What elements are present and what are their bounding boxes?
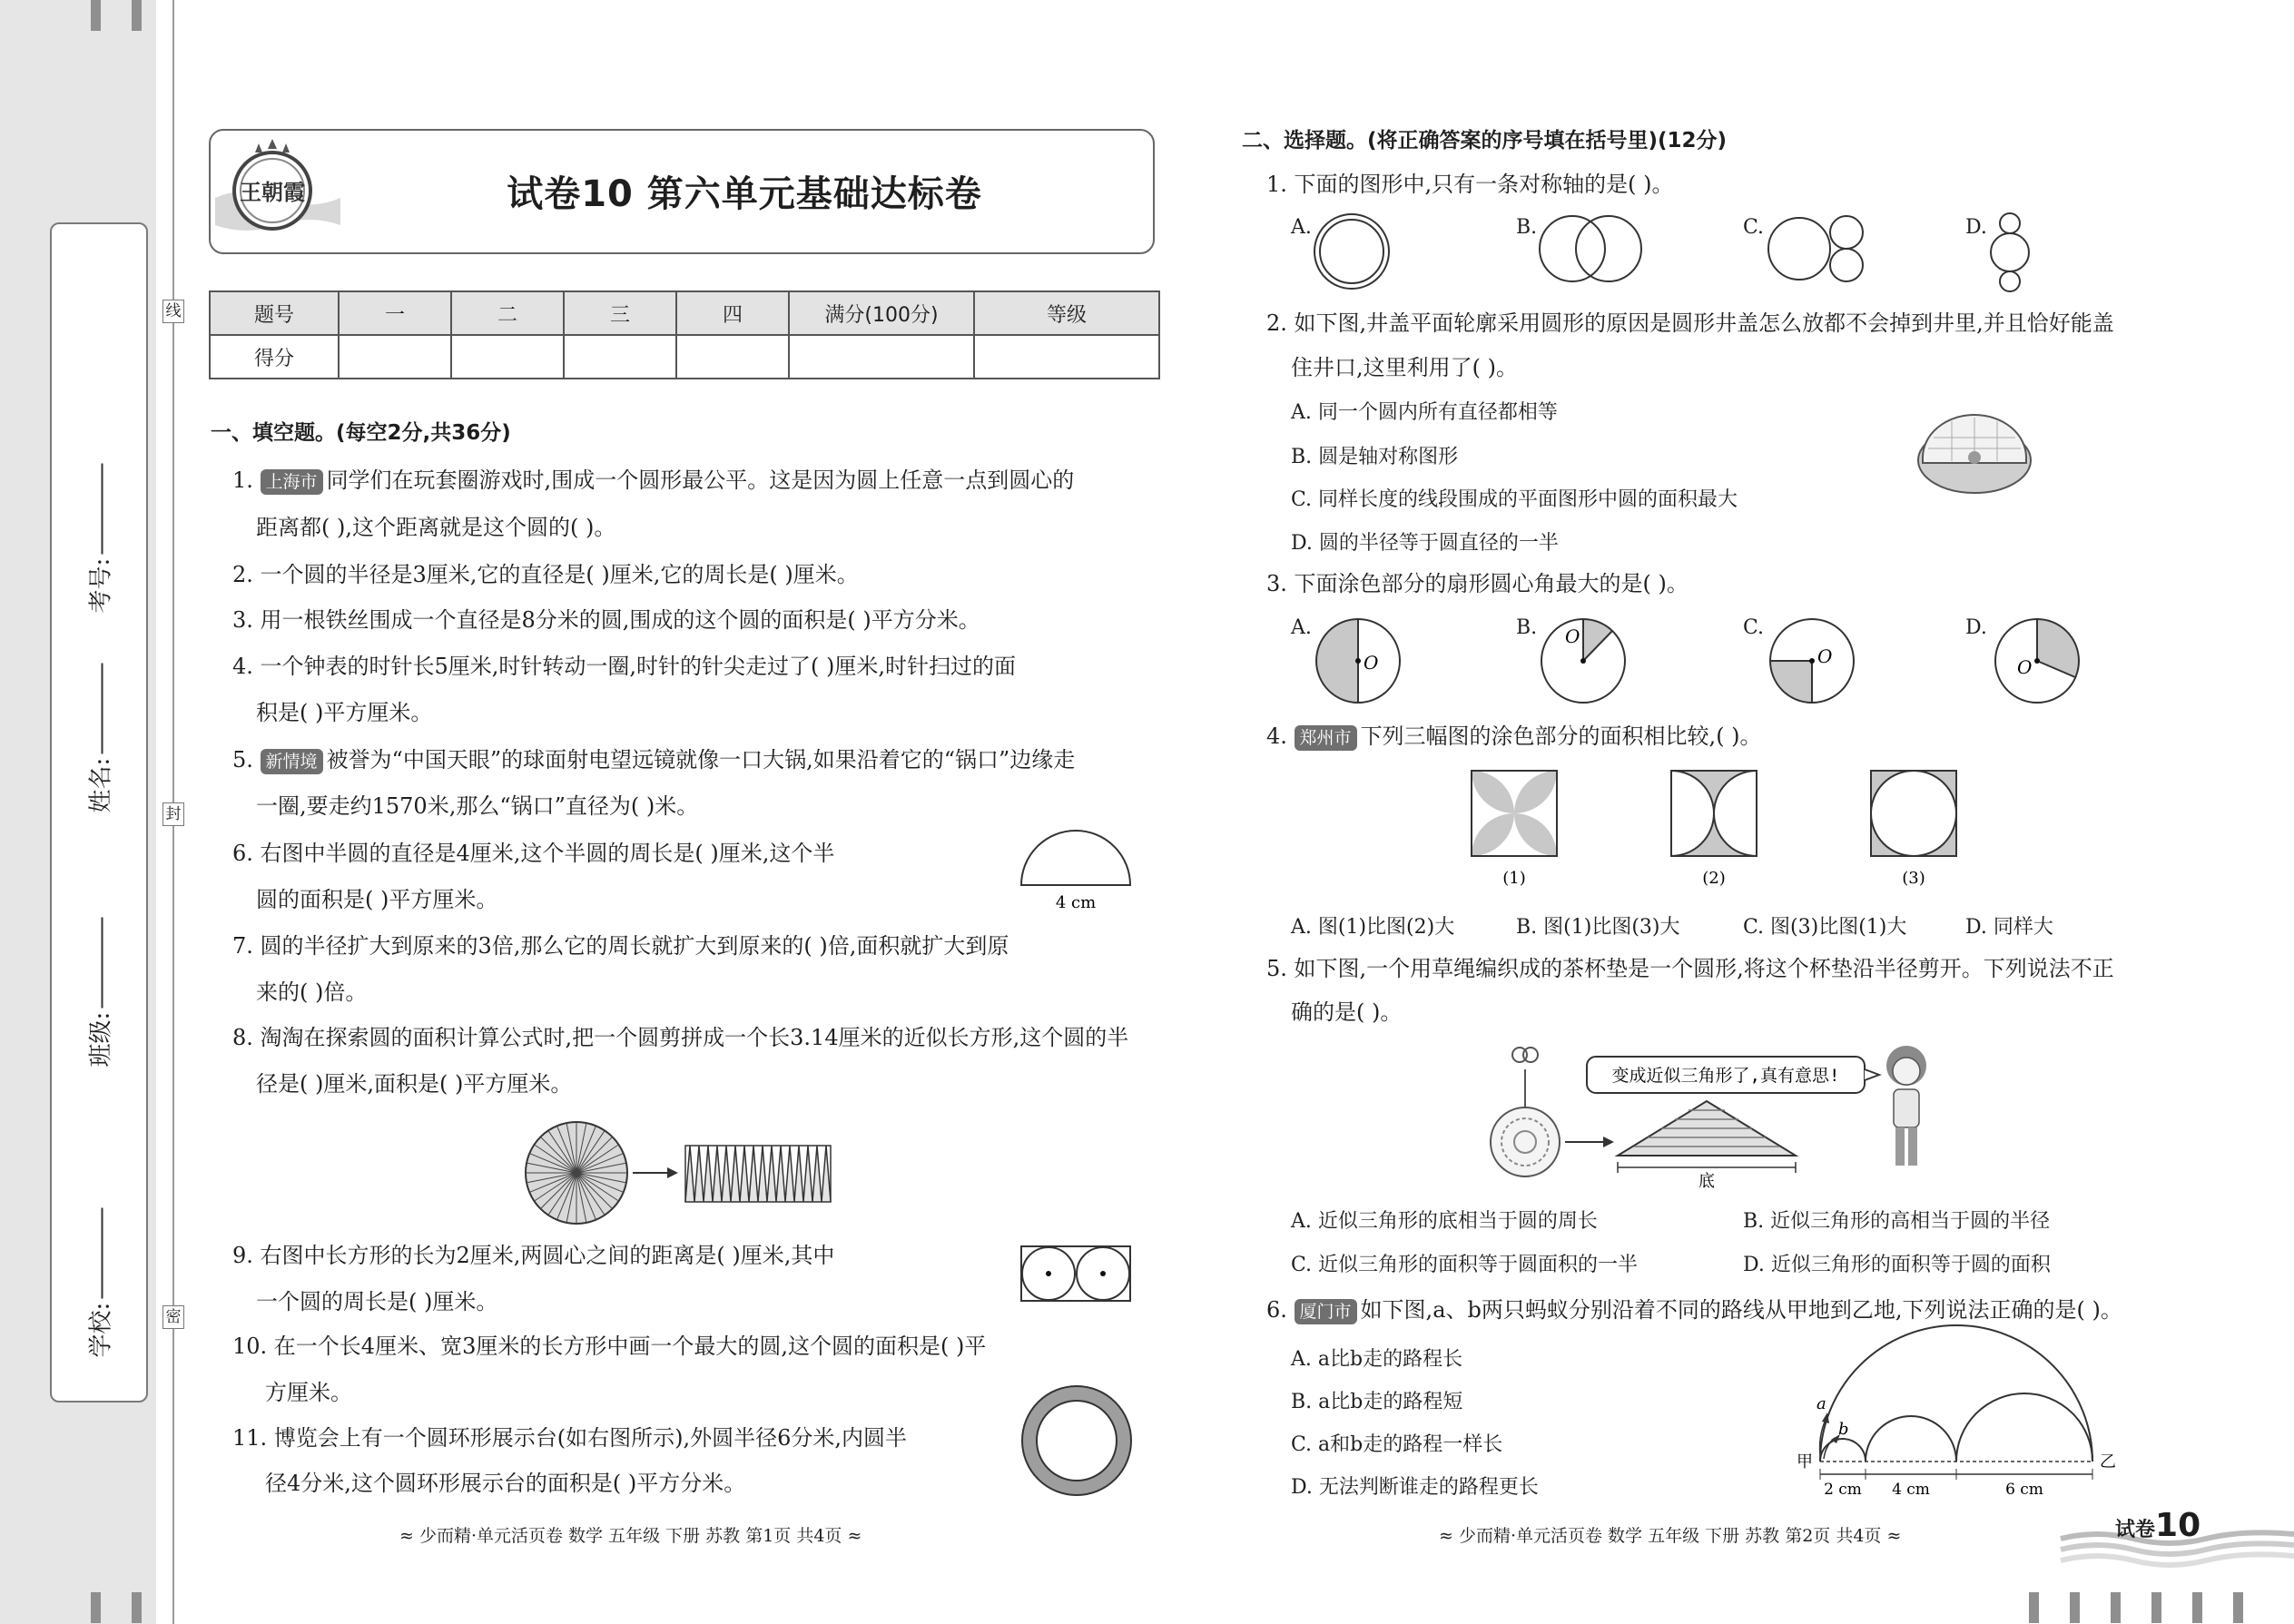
- s2-q1-option-b[interactable]: B.: [1516, 216, 1538, 239]
- s2-q2-option-a[interactable]: A. 同一个圆内所有直径都相等: [1291, 401, 1558, 424]
- q3-line: 3. 用一根铁丝围成一个直径是8分米的圆,围成的这个圆的面积是( )平方分米。: [232, 607, 980, 633]
- s2-q2-option-c[interactable]: C. 同样长度的线段围成的平面图形中圆的面积最大: [1291, 488, 1738, 511]
- sector-c-figure: [1768, 617, 1856, 704]
- corner-label: 试卷10: [2115, 1507, 2201, 1544]
- s2-q5-option-c[interactable]: C. 近似三角形的面积等于圆面积的一半: [1291, 1254, 1639, 1276]
- q5-line-1: 5. 新情境 被誉为“中国天眼”的球面射电望远镜就像一口大锅,如果沿着它的“锅口”边缘走: [232, 747, 1076, 773]
- region-tag: 上海市: [261, 469, 323, 495]
- sector-b-figure: [1540, 617, 1627, 704]
- svg-text:6 cm: 6 cm: [2005, 1481, 2043, 1499]
- ant-paths-figure: [1793, 1318, 2129, 1500]
- cut-word-seal: 封: [162, 802, 184, 826]
- s2-q4-option-d[interactable]: D. 同样大: [1965, 916, 2053, 939]
- manhole-cover-figure: [1915, 410, 2033, 497]
- s2-q1-option-d[interactable]: D.: [1965, 216, 1987, 239]
- q9-line-1: 9. 右图中长方形的长为2厘米,两圆心之间的距离是( )厘米,其中: [232, 1243, 835, 1268]
- ring-figure: [1020, 1384, 1133, 1497]
- svg-text:王朝霞: 王朝霞: [240, 179, 305, 205]
- s2-q1-option-a[interactable]: A.: [1291, 216, 1312, 239]
- s2-q3-option-a[interactable]: A.: [1291, 616, 1312, 639]
- svg-text:(3): (3): [1902, 869, 1925, 888]
- svg-text:2 cm: 2 cm: [1824, 1481, 1862, 1499]
- q10-line-1: 10. 在一个长4厘米、宽3厘米的长方形中画一个最大的圆,这个圆的面积是( )平: [232, 1334, 987, 1359]
- s2-q6-option-b[interactable]: B. a比b走的路程短: [1291, 1391, 1463, 1413]
- s2-q3-option-c[interactable]: C.: [1743, 616, 1765, 639]
- q1-line-2: 距离都( ),这个距离就是这个圆的( )。: [256, 515, 616, 540]
- score-table-score-row: 得分: [210, 335, 1159, 379]
- s2-q1-option-c[interactable]: C.: [1743, 216, 1765, 239]
- q4-line-1: 4. 一个钟表的时针长5厘米,时针转动一圈,时针的针尖走过了( )厘米,时针扫过的面: [232, 654, 1017, 679]
- sector-a-figure: [1314, 617, 1402, 704]
- stacked-circles-figure: [1990, 212, 2032, 294]
- q7-line-2: 来的( )倍。: [256, 979, 368, 1005]
- s2-q6-option-d[interactable]: D. 无法判断谁走的路程更长: [1291, 1476, 1539, 1499]
- svg-text:a: a: [1816, 1394, 1826, 1413]
- svg-text:甲: 甲: [1797, 1452, 1813, 1471]
- score-table: [209, 290, 1160, 379]
- q7-line-1: 7. 圆的半径扩大到原来的3倍,那么它的周长就扩大到原来的( )倍,面积就扩大到原: [232, 933, 1009, 959]
- score-cell[interactable]: [564, 335, 676, 379]
- svg-text:变成近似三角形了,真有意思!: 变成近似三角形了,真有意思!: [1611, 1066, 1840, 1086]
- score-cell[interactable]: [789, 335, 974, 379]
- s2-q3-stem: 3. 下面涂色部分的扇形圆心角最大的是( )。: [1266, 571, 1689, 596]
- s2-q5-option-d[interactable]: D. 近似三角形的面积等于圆的面积: [1743, 1254, 2051, 1276]
- q8-line-1: 8. 淘淘在探索圆的面积计算公式时,把一个圆剪拼成一个长3.14厘米的近似长方形,这个圆的半: [232, 1025, 1129, 1050]
- section-2-heading: 二、选择题。(将正确答案的序号填在括号里)(12分): [1242, 129, 1728, 153]
- name-field[interactable]: 姓名:: [83, 650, 116, 813]
- page-title: 试卷10 第六单元基础达标卷: [507, 173, 982, 215]
- svg-text:乙: 乙: [2100, 1452, 2116, 1471]
- q2-line: 2. 一个圆的半径是3厘米,它的直径是( )厘米,它的周长是( )厘米。: [232, 562, 859, 587]
- q10-line-2: 方厘米。: [265, 1380, 352, 1405]
- s2-q5-option-a[interactable]: A. 近似三角形的底相当于圆的周长: [1291, 1210, 1598, 1233]
- q8-line-2: 径是( )厘米,面积是( )平方厘米。: [256, 1071, 573, 1097]
- two-circles-rectangle-figure: [1020, 1245, 1131, 1302]
- s2-q1-stem: 1. 下面的图形中,只有一条对称轴的是( )。: [1266, 172, 1674, 197]
- three-circles-figure: [1768, 212, 1868, 285]
- svg-text:O: O: [2017, 656, 2033, 678]
- zigzag-rectangle: [685, 1146, 831, 1202]
- school-field[interactable]: 学校:: [83, 1195, 116, 1358]
- q9-line-2: 一个圆的周长是( )厘米。: [256, 1289, 498, 1314]
- score-cell[interactable]: [451, 335, 564, 379]
- footer-right: ≈ 少而精·单元活页卷 数学 五年级 下册 苏教 第2页 共4页 ≈: [1439, 1526, 1902, 1546]
- score-cell[interactable]: [676, 335, 789, 379]
- svg-text:O: O: [1565, 625, 1580, 647]
- coaster-to-triangle-figure: [1480, 1042, 1952, 1191]
- shaded-figure-3: [1870, 770, 1961, 888]
- s2-q6-stem: 6. 厦门市 如下图,a、b两只蚂蚁分别沿着不同的路线从甲地到乙地,下列说法正确的是( )。: [1266, 1297, 2122, 1323]
- svg-text:(2): (2): [1702, 869, 1726, 888]
- score-table-header-row: 题号 一 二 三 四 满分(100分) 等级: [210, 291, 1159, 335]
- shaded-figure-2: [1670, 770, 1761, 888]
- svg-text:底: 底: [1698, 1172, 1715, 1191]
- student-info-box: [50, 222, 148, 1403]
- cut-word-line: 线: [162, 300, 184, 323]
- cut-word-secret: 密: [162, 1305, 184, 1329]
- s2-q4-option-a[interactable]: A. 图(1)比图(2)大: [1291, 916, 1455, 939]
- s2-q3-option-d[interactable]: D.: [1965, 616, 1987, 639]
- sector-d-figure: [1994, 617, 2081, 704]
- s2-q4-option-c[interactable]: C. 图(3)比图(1)大: [1743, 916, 1907, 939]
- concentric-circles-figure: [1313, 212, 1394, 294]
- context-tag: 新情境: [261, 749, 323, 774]
- score-cell[interactable]: [974, 335, 1159, 379]
- s2-q2-option-b[interactable]: B. 圆是轴对称图形: [1291, 446, 1459, 468]
- s2-q2-line-2: 住井口,这里利用了( )。: [1291, 355, 1518, 380]
- svg-text:O: O: [1817, 645, 1833, 667]
- s2-q4-option-b[interactable]: B. 图(1)比图(3)大: [1516, 916, 1680, 939]
- class-field[interactable]: 班级:: [83, 904, 116, 1068]
- brand-logo: [215, 134, 340, 245]
- overlapping-circles-figure: [1538, 212, 1647, 285]
- circle-cut-to-rectangle-figure: [522, 1118, 840, 1227]
- svg-text:4 cm: 4 cm: [1892, 1481, 1930, 1499]
- q6-line-1: 6. 右图中半圆的直径是4厘米,这个半圆的周长是( )厘米,这个半: [232, 841, 835, 866]
- region-tag: 郑州市: [1295, 725, 1357, 751]
- q6-line-2: 圆的面积是( )平方厘米。: [256, 887, 498, 912]
- s2-q5-option-b[interactable]: B. 近似三角形的高相当于圆的半径: [1743, 1210, 2051, 1233]
- footer-left: ≈ 少而精·单元活页卷 数学 五年级 下册 苏教 第1页 共4页 ≈: [399, 1526, 862, 1546]
- shaded-figure-1: [1471, 770, 1561, 888]
- semicircle-figure: [1017, 831, 1135, 912]
- s2-q6-option-c[interactable]: C. a和b走的路程一样长: [1291, 1433, 1503, 1456]
- s2-q5-line-2: 确的是( )。: [1291, 999, 1403, 1025]
- s2-q3-option-b[interactable]: B.: [1516, 616, 1538, 639]
- section-1-heading: 一、填空题。(每空2分,共36分): [211, 421, 511, 445]
- s2-q2-option-d[interactable]: D. 圆的半径等于圆直径的一半: [1291, 532, 1559, 555]
- q4-line-2: 积是( )平方厘米。: [256, 700, 433, 725]
- q11-line-2: 径4分米,这个圆环形展示台的面积是( )平方分米。: [265, 1471, 746, 1496]
- svg-text:b: b: [1838, 1420, 1849, 1439]
- score-cell[interactable]: [339, 335, 451, 379]
- q11-line-1: 11. 博览会上有一个圆环形展示台(如右图所示),外圆半径6分米,内圆半: [232, 1425, 908, 1451]
- s2-q4-stem: 4. 郑州市 下列三幅图的涂色部分的面积相比较,( )。: [1266, 723, 1762, 749]
- s2-q5-line-1: 5. 如下图,一个用草绳编织成的茶杯垫是一个圆形,将这个杯垫沿半径剪开。下列说法不正: [1266, 956, 2114, 981]
- q1-line-1: 1. 上海市 同学们在玩套圈游戏时,围成一个圆形最公平。这是因为圆上任意一点到圆心的: [232, 468, 1075, 493]
- s2-q2-line-1: 2. 如下图,井盖平面轮廓采用圆形的原因是圆形井盖怎么放都不会掉到井里,并且恰好能盖: [1266, 310, 2114, 336]
- q5-line-2: 一圈,要走约1570米,那么“锅口”直径为( )米。: [256, 793, 699, 819]
- s2-q6-option-a[interactable]: A. a比b走的路程长: [1291, 1348, 1463, 1371]
- svg-text:(1): (1): [1502, 869, 1526, 888]
- exam-number-field[interactable]: 考号:: [83, 450, 116, 614]
- svg-text:O: O: [1364, 652, 1379, 674]
- region-tag: 厦门市: [1295, 1299, 1357, 1324]
- svg-text:4 cm: 4 cm: [1055, 893, 1097, 912]
